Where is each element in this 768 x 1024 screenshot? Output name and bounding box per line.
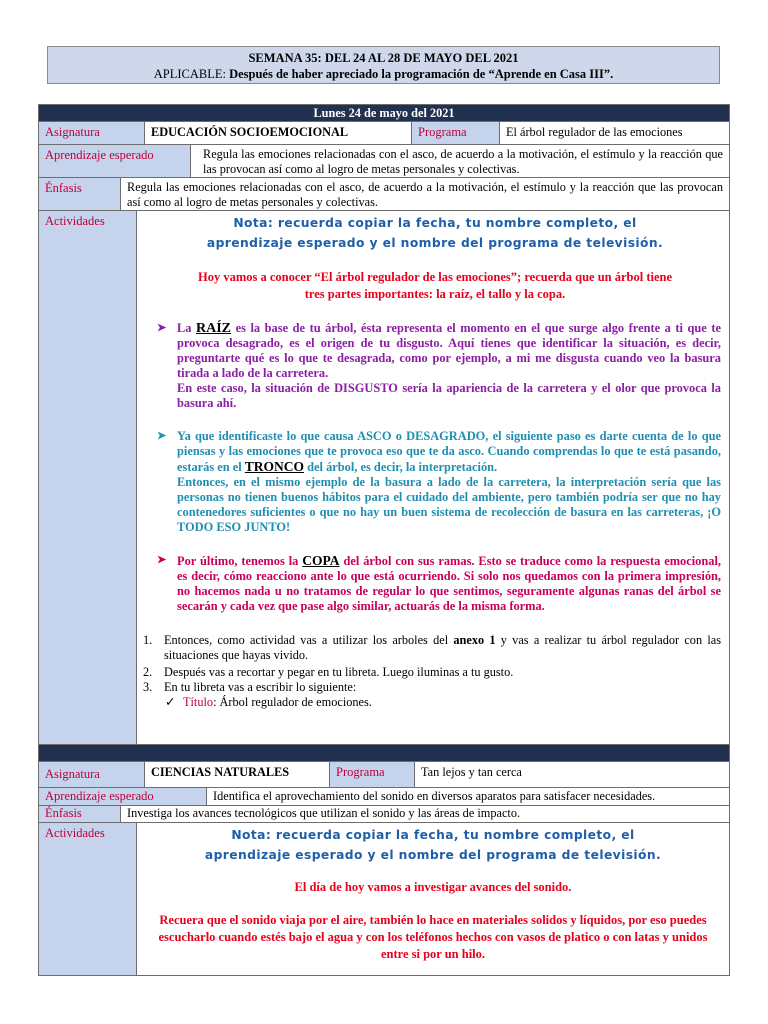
step-text-post: y vas a realizar tu árbol regulador con las situaciones que hayas vivido. [164,633,722,662]
program-name: Tan lejos y tan cerca [421,765,522,779]
step-number: 2. [143,665,153,679]
activities-row-1 [39,211,729,745]
step-2 [143,665,721,680]
asignatura-label: Asignatura [45,767,100,781]
arrow-bullet-icon: ➤ [157,430,167,442]
bullet-copa-pre: Por último, tenemos la [177,554,303,568]
step-text: Después vas a recortar y pegar en tu libreta. Luego iluminas a tu gusto. [164,665,514,679]
bullet-tronco-text: del árbol, es decir, la interpretación. [304,460,498,474]
actividades-label-cell [39,211,137,744]
bullet-copa-text: del árbol con sus ramas. Esto se traduce como la respuesta emocional, es decir, cómo reacciono ante lo que está ocurriendo. Si solo nos quedamos con la primera impresión, no hacemos nada u no tratamos de regular lo que sentimos, seguramente algunas ranas del árbol se secarán y cada vez que pase algo similar, actuarás de la misma forma. [177,554,721,613]
programa-label-cell [330,762,415,787]
bullet-copa [149,553,721,614]
learning-cell [191,145,729,177]
asignatura-label-cell [39,762,145,787]
subject-cell [145,762,330,787]
program-cell [415,762,729,787]
step-1 [143,633,721,663]
aprendizaje-label-cell [39,788,207,805]
bullet-tronco-key: TRONCO [244,459,305,474]
step-text: Entonces, como actividad vas a utilizar los arboles del [164,633,454,647]
enfasis-label-cell [39,806,121,822]
sound-paragraph: Recuera que el sonido viaja por el aire, también lo hace en materiales solidos y líquidos, por eso puedes escucharlo cuando estés bajo el agua y con los teléfonos hechos con vasos de platico o con latas y unidos entre si por un hilo. [158,913,708,961]
day-date: Lunes 24 de mayo del 2021 [313,106,455,120]
subject-name: CIENCIAS NATURALES [151,765,290,779]
check-text: : Árbol regulador de emociones. [213,695,372,709]
learning-cell [207,788,729,805]
learning-row-1 [39,145,729,178]
bullet-raiz-key: RAÍZ [196,321,232,336]
bullet-raiz-pre: La [177,321,197,335]
step-3 [143,680,721,695]
bullet-tronco [149,429,721,535]
week-header [47,46,720,84]
subject-row-2 [39,762,729,788]
step-bold: anexo 1 [453,633,496,647]
bullet-tronco-pre: Ya que identificaste lo que causa ASCO o DESAGRADO, el siguiente paso es darte cuenta de lo que piensas y las emociones que te provoca eso que te da asco. Cuando comprendas lo que te está pasando, estarás en el [177,429,721,474]
aprendizaje-label: Aprendizaje esperado [45,148,154,162]
bullet-raiz-example: En este caso, la situación de DISGUSTO sería la apariencia de la carretera y el olor que provoca la basura ahí. [177,381,721,410]
emphasis-row-1 [39,178,729,211]
subject-cell [145,122,412,144]
bullet-raiz-text: es la base de tu árbol, ésta representa el momento en el que surge algo frente a ti que te provoca desagrado, es el origen de tu disgusto. Aquí tienes que identificar la situación, es decir, preguntarte qué es lo que te desagrada, como por ejemplo, a mi me disgusta cuando veo la basura tirada a lado de la carretera. [177,321,721,380]
activities-cell [137,211,729,744]
checkmark-icon: ✓ [165,695,176,709]
subject-row-1 [39,122,729,145]
section-separator [39,745,729,762]
emphasis-row-2 [39,806,729,823]
actividades-label-cell [39,823,137,975]
applicable-label: APLICABLE: [153,67,230,81]
learning-text: Regula las emociones relacionadas con el asco, de acuerdo a la motivación, el estímulo y la reacción que las provocan así como al logro de metas personales y colectivas. [203,147,723,176]
step-text: En tu libreta vas a escribir lo siguiente: [164,680,357,694]
copy-note: Nota: recuerda copiar la fecha, tu nombre completo, el aprendizaje esperado y el nombre del programa de televisión. [206,216,664,250]
aprendizaje-label-cell [39,145,191,177]
asignatura-label-cell [39,122,145,144]
emphasis-cell [121,806,729,822]
bullet-tronco-example: Entonces, en el mismo ejemplo de la basura a lado de la carretera, la interpretación sería que las personas no tienen buenos hábitos para el cuidado del ambiente, pero también podría ser que no hay contenedores suficientes o que no hay un buen sistema de recolección de basura en las carreteras, ¡O TODO ESO JUNTO! [177,475,721,534]
emphasis-text: Investiga los avances tecnológicos que utilizan el sonido y las áreas de impacto. [127,806,521,820]
step-number: 1. [143,633,153,647]
bullet-raiz [149,321,721,411]
applicable-text: Después de haber apreciado la programación de “Aprende en Casa III”. [229,67,614,81]
check-label: Título [183,695,214,709]
enfasis-label-cell [39,178,121,210]
bullet-copa-key: COPA [302,553,340,568]
programa-label: Programa [418,125,467,139]
intro-text: El día de hoy vamos a investigar avances del sonido. [294,880,572,894]
actividades-label: Actividades [45,826,105,840]
enfasis-label: Énfasis [45,181,82,195]
actividades-label: Actividades [45,214,105,228]
emphasis-cell [121,178,729,210]
day-date-bar [39,105,729,122]
learning-text: Identifica el aprovechamiento del sonido en diversos aparatos para satisfacer necesidades. [213,789,656,803]
intro-text: Hoy vamos a conocer “El árbol regulador de las emociones”; recuerda que un árbol tiene tres partes importantes: la raíz, el tallo y la copa. [197,270,673,301]
activities-row-2 [39,823,729,975]
programa-label-cell [412,122,500,144]
steps-list [143,633,721,710]
programa-label: Programa [336,765,385,779]
arrow-bullet-icon: ➤ [157,322,167,334]
arrow-bullet-icon: ➤ [157,554,167,566]
learning-row-2 [39,788,729,806]
aprendizaje-label: Aprendizaje esperado [45,789,154,803]
asignatura-label: Asignatura [45,125,100,139]
enfasis-label: Énfasis [45,806,82,820]
copy-note: Nota: recuerda copiar la fecha, tu nombre completo, el aprendizaje esperado y el nombre del programa de televisión. [204,828,662,862]
activities-cell [137,823,729,975]
week-title: SEMANA 35: DEL 24 AL 28 DE MAYO DEL 2021 [248,51,519,65]
subject-name: EDUCACIÓN SOCIOEMOCIONAL [151,125,349,139]
step-number: 3. [143,680,153,694]
program-name: El árbol regulador de las emociones [506,125,683,139]
program-cell [500,122,729,144]
emphasis-text: Regula las emociones relacionadas con el asco, de acuerdo a la motivación, el estímulo y la reacción que las provocan así como al logro de metas personales y colectivas. [127,180,723,209]
applicable-line [48,66,719,82]
title-check-item [143,695,721,710]
